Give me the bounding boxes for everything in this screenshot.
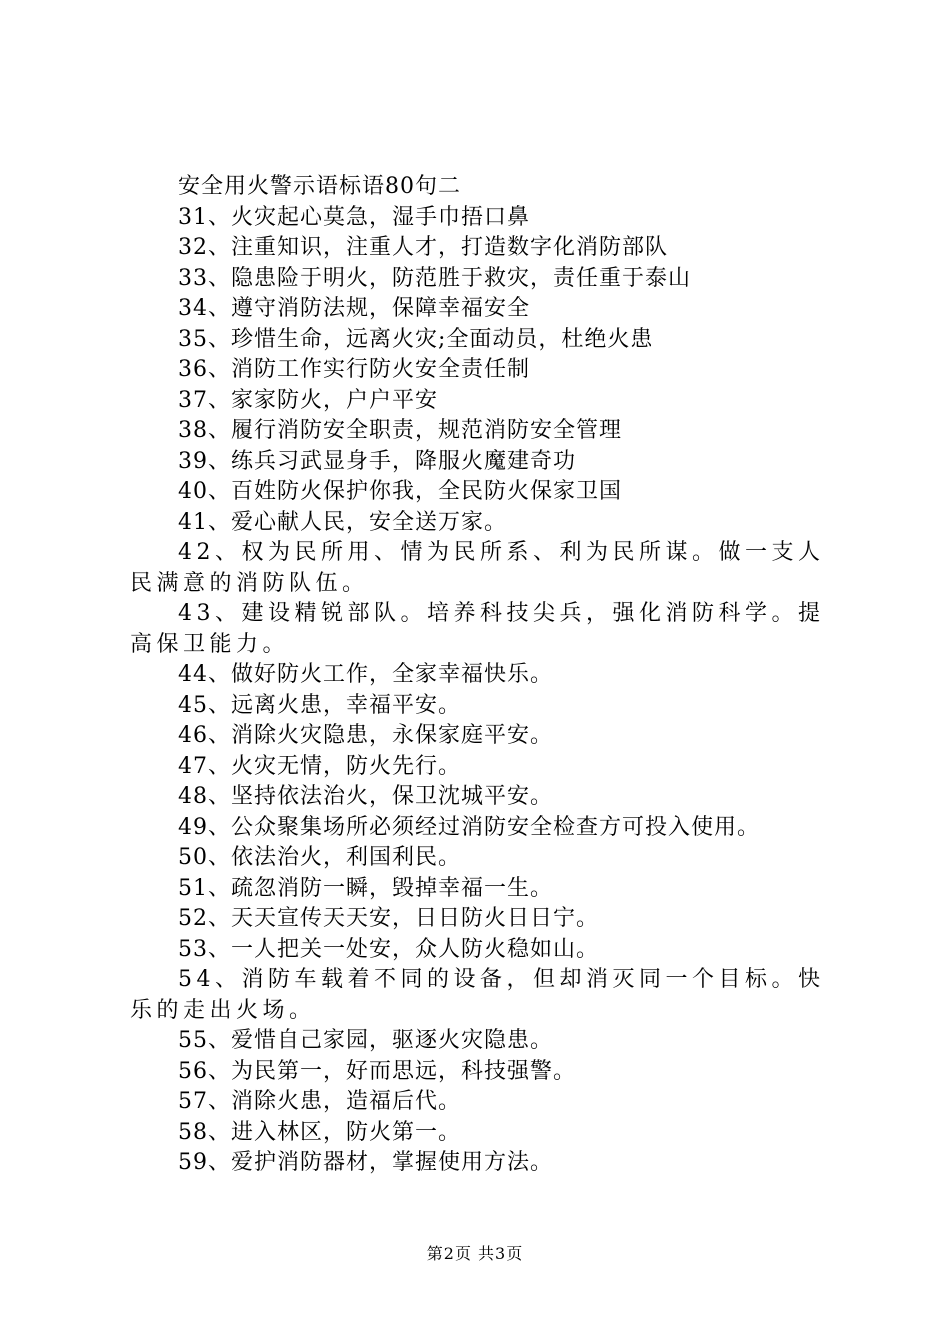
slogan-line: 56、为民第一，好而思远，科技强警。 xyxy=(178,1058,576,1084)
slogan-line: 36、消防工作实行防火安全责任制 xyxy=(178,357,530,382)
slogan-line: 57、消除火患，造福后代。 xyxy=(178,1089,461,1114)
slogan-line: 47、火灾无情，防火先行。 xyxy=(178,753,461,779)
slogan-line: 32、注重知识，注重人才，打造数字化消防部队 xyxy=(178,235,668,260)
slogan-line: 34、遵守消防法规，保障幸福安全 xyxy=(178,296,530,321)
slogan-line: 52、天天宣传天天安，日日防火日日宁。 xyxy=(178,906,599,931)
page-footer: 第2页 共3页 xyxy=(426,1244,524,1263)
slogan-line: 50、依法治火，利国利民。 xyxy=(178,845,461,870)
slogan-line: 40、百姓防火保护你我，全民防火保家卫国 xyxy=(178,479,622,504)
slogan-line: 49、公众聚集场所必须经过消防安全检查方可投入使用。 xyxy=(178,814,760,840)
slogan-line: 37、家家防火，户户平安 xyxy=(178,387,438,413)
slogan-line: 44、做好防火工作，全家幸福快乐。 xyxy=(178,662,553,687)
slogan-line: 39、练兵习武显身手，降服火魔建奇功 xyxy=(178,448,576,474)
slogan-line: 45、远离火患，幸福平安。 xyxy=(178,692,461,718)
slogan-line: 46、消除火灾隐患，永保家庭平安。 xyxy=(178,723,553,748)
slogan-line: 35、珍惜生命，远离火灾;全面动员，杜绝火患 xyxy=(178,326,654,352)
slogan-paragraph: 54、消防车载着不同的设备，但却消灭同一个目标。快乐的走出火场。 xyxy=(130,967,825,1023)
slogan-line: 55、爱惜自己家园，驱逐火灾隐患。 xyxy=(178,1028,553,1053)
slogan-line: 58、进入林区，防火第一。 xyxy=(178,1119,461,1145)
slogan-line: 48、坚持依法治火，保卫沈城平安。 xyxy=(178,784,553,809)
slogan-line: 31、火灾起心莫急，湿手巾捂口鼻 xyxy=(178,204,530,230)
document-title: 安全用火警示语标语80句二 xyxy=(178,174,461,199)
slogan-paragraph: 42、权为民所用、情为民所系、利为民所谋。做一支人民满意的消防队伍。 xyxy=(130,540,825,596)
slogan-line: 38、履行消防安全职责，规范消防安全管理 xyxy=(178,418,622,443)
slogan-line: 41、爱心献人民，安全送万家。 xyxy=(178,509,507,535)
slogan-line: 33、隐患险于明火，防范胜于救灾，责任重于泰山 xyxy=(178,265,691,291)
slogan-line: 59、爱护消防器材，掌握使用方法。 xyxy=(178,1150,553,1175)
document-body xyxy=(130,172,834,1179)
slogan-line: 51、疏忽消防一瞬，毁掉幸福一生。 xyxy=(178,875,553,901)
slogan-paragraph: 43、建设精锐部队。培养科技尖兵，强化消防科学。提高保卫能力。 xyxy=(130,601,825,657)
slogan-line: 53、一人把关一处安，众人防火稳如山。 xyxy=(178,936,599,962)
